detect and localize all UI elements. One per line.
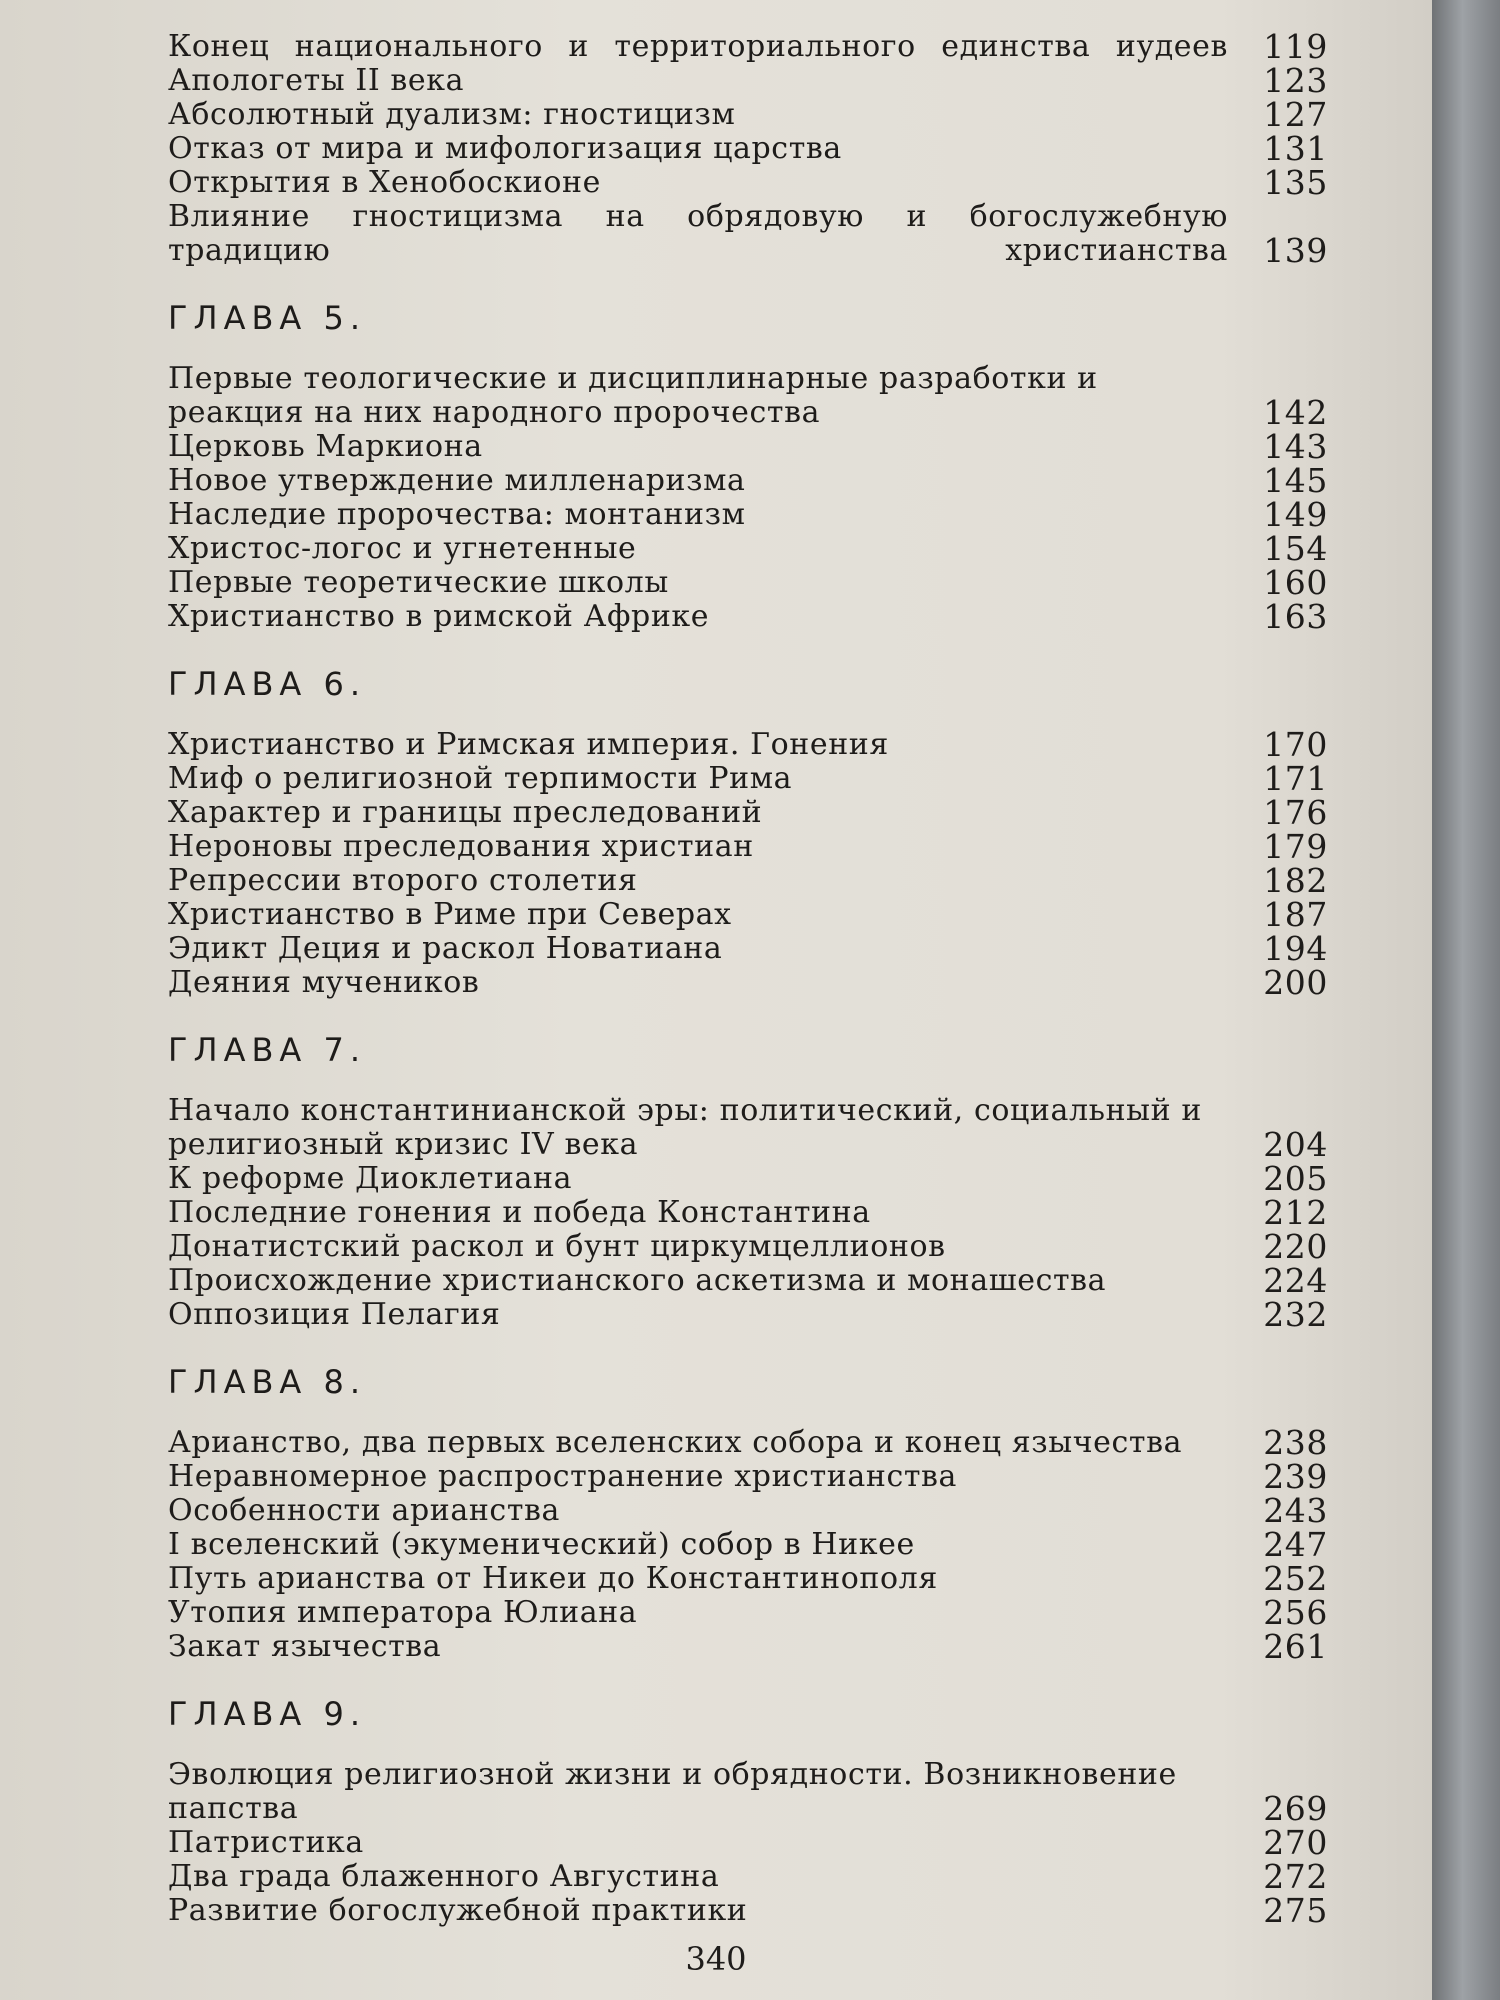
toc-entry-title: Развитие богослужебной практики	[168, 1893, 748, 1928]
toc-entry	[168, 861, 1328, 900]
intro-entries	[168, 27, 1328, 270]
page-number: 340	[685, 1940, 747, 1978]
toc-entry	[168, 827, 1328, 866]
toc-entry-title: Миф о религиозной терпимости Рима	[168, 761, 793, 796]
toc-entry-page: 149	[1263, 495, 1328, 534]
toc-entry-page: 135	[1263, 163, 1328, 202]
chapter-section	[168, 664, 1328, 1000]
toc-entry-page: 176	[1263, 793, 1328, 832]
chapter-heading: ГЛАВА 9.	[168, 1695, 367, 1733]
toc-entry-title: Конец национального и территориального единства иудеев	[168, 29, 1228, 64]
toc-entry-title: Наследие пророчества: монтанизм	[168, 497, 746, 532]
toc-entry-title: Христос-логос и угнетенные	[168, 531, 637, 566]
toc-entry-page: 160	[1263, 563, 1328, 602]
toc-entry	[168, 793, 1328, 832]
toc-entry-page: 170	[1263, 725, 1328, 764]
toc-entry	[168, 1261, 1328, 1300]
toc-entry-page: 145	[1263, 461, 1328, 500]
toc-entry-title: Два града блаженного Августина	[168, 1859, 720, 1894]
toc-entry	[168, 495, 1328, 534]
toc-entry-title: К реформе Диоклетиана	[168, 1161, 573, 1196]
toc-entry	[168, 1559, 1328, 1598]
toc-entry	[168, 1891, 1328, 1930]
toc-entry	[168, 1525, 1328, 1564]
toc-entry-page: 239	[1263, 1457, 1328, 1496]
toc-entry-title: Апологеты II века	[168, 63, 465, 98]
toc-entry	[168, 1593, 1328, 1632]
book-edge	[1432, 0, 1500, 2000]
toc-entry-title: Эдикт Деция и раскол Новатиана	[168, 931, 723, 966]
toc-entry	[168, 563, 1328, 602]
toc-entry-page: 243	[1263, 1491, 1328, 1530]
toc-entry-page: 232	[1263, 1295, 1328, 1334]
toc-entry-title: Открытия в Хенобоскионе	[168, 165, 601, 200]
toc-entry-page: 154	[1263, 529, 1328, 568]
toc-entry-page: 123	[1263, 61, 1328, 100]
toc-entry	[168, 27, 1328, 66]
toc-entry-page: 131	[1263, 129, 1328, 168]
toc-entry-title: Отказ от мира и мифологизация царства	[168, 131, 842, 166]
toc-entry-page: 252	[1263, 1559, 1328, 1598]
chapter-heading: ГЛАВА 7.	[168, 1031, 367, 1069]
toc-entry-page: 224	[1263, 1261, 1328, 1300]
toc-entry-page: 275	[1263, 1891, 1328, 1930]
toc-entry-page: 142	[1263, 393, 1328, 432]
toc-entry	[168, 1457, 1328, 1496]
chapter-section	[168, 1362, 1328, 1664]
toc-entry-title: Донатистский раскол и бунт циркумцеллионов	[168, 1229, 946, 1264]
toc-entry-page: 212	[1263, 1193, 1328, 1232]
toc-entry-page: 187	[1263, 895, 1328, 934]
chapter-heading: ГЛАВА 5.	[168, 299, 367, 337]
toc-entry	[168, 529, 1328, 568]
toc-entry	[168, 1758, 1328, 1826]
toc-entry-page: 270	[1263, 1823, 1328, 1862]
table-of-contents	[168, 27, 1328, 1930]
toc-entry-title: Церковь Маркиона	[168, 429, 483, 464]
toc-entry	[168, 1423, 1328, 1462]
toc-entry	[168, 61, 1328, 100]
toc-entry	[168, 129, 1328, 168]
toc-entry-page: 139	[1263, 231, 1328, 270]
chapter-section	[168, 298, 1328, 634]
toc-entry	[168, 963, 1328, 1002]
toc-entry-page: 143	[1263, 427, 1328, 466]
toc-entry	[168, 1193, 1328, 1232]
toc-entry	[168, 163, 1328, 202]
toc-entry-page: 127	[1263, 95, 1328, 134]
toc-entry	[168, 1295, 1328, 1334]
toc-entry-title: Патристика	[168, 1825, 364, 1860]
chapters-list	[168, 298, 1328, 1928]
toc-entry	[168, 895, 1328, 934]
toc-entry-title: Абсолютный дуализм: гностицизм	[168, 97, 736, 132]
toc-entry-title: Новое утверждение милленаризма	[168, 463, 746, 498]
toc-entry	[168, 362, 1328, 430]
toc-entry-page: 179	[1263, 827, 1328, 866]
toc-entry-title: Неравномерное распространение христианства	[168, 1459, 958, 1494]
toc-entry-page: 220	[1263, 1227, 1328, 1266]
toc-entry-title: Нероновы преследования христиан	[168, 829, 754, 864]
toc-entry-page: 256	[1263, 1593, 1328, 1632]
toc-entry-page: 272	[1263, 1857, 1328, 1896]
toc-entry-title: Христианство и Римская империя. Гонения	[168, 727, 889, 762]
toc-entry-page: 182	[1263, 861, 1328, 900]
toc-entry-title: Христианство в римской Африке	[168, 599, 710, 634]
toc-entry-title: Путь арианства от Никеи до Константинополя	[168, 1561, 938, 1596]
toc-entry-title: Утопия императора Юлиана	[168, 1595, 638, 1630]
toc-entry	[168, 1491, 1328, 1530]
toc-entry	[168, 759, 1328, 798]
toc-entry-title: Арианство, два первых вселенских собора и конец язычества	[168, 1425, 1183, 1460]
toc-entry-title: Деяния мучеников	[168, 965, 480, 1000]
toc-entry-title: Закат язычества	[168, 1629, 442, 1664]
toc-entry-title: I вселенский (экуменический) собор в Никее	[168, 1527, 915, 1562]
toc-entry	[168, 200, 1328, 268]
toc-entry-title: Происхождение христианского аскетизма и монашества	[168, 1263, 1107, 1298]
chapter-heading: ГЛАВА 6.	[168, 665, 367, 703]
toc-entry-title: Первые теологические и дисциплинарные разработки и реакция на них народного пророчества	[168, 361, 1098, 430]
chapter-section	[168, 1030, 1328, 1332]
toc-entry-title: Характер и границы преследований	[168, 795, 763, 830]
toc-entry	[168, 725, 1328, 764]
toc-entry	[168, 1227, 1328, 1266]
toc-entry-page: 200	[1263, 963, 1328, 1002]
toc-entry-page: 204	[1263, 1125, 1328, 1164]
toc-entry-title: Христианство в Риме при Северах	[168, 897, 732, 932]
toc-entry-title: Оппозиция Пелагия	[168, 1297, 501, 1332]
toc-entry	[168, 461, 1328, 500]
toc-entry	[168, 1823, 1328, 1862]
toc-entry-title: Начало константинианской эры: политический, социальный и религиозный кризис IV века	[168, 1093, 1202, 1162]
toc-entry-page: 119	[1263, 27, 1328, 66]
toc-entry	[168, 427, 1328, 466]
toc-entry-page: 269	[1263, 1789, 1328, 1828]
chapter-heading: ГЛАВА 8.	[168, 1363, 367, 1401]
toc-entry	[168, 95, 1328, 134]
toc-entry-page: 238	[1263, 1423, 1328, 1462]
toc-entry-page: 205	[1263, 1159, 1328, 1198]
toc-entry	[168, 929, 1328, 968]
toc-entry-page: 247	[1263, 1525, 1328, 1564]
toc-entry-title: Первые теоретические школы	[168, 565, 669, 600]
toc-entry-page: 261	[1263, 1627, 1328, 1666]
toc-entry-page: 171	[1263, 759, 1328, 798]
toc-entry	[168, 1627, 1328, 1666]
toc-entry-title: Последние гонения и победа Константина	[168, 1195, 871, 1230]
toc-entry-title: Репрессии второго столетия	[168, 863, 638, 898]
toc-entry-page: 194	[1263, 929, 1328, 968]
toc-entry	[168, 597, 1328, 636]
toc-entry-page: 163	[1263, 597, 1328, 636]
toc-entry	[168, 1094, 1328, 1162]
chapter-section	[168, 1694, 1328, 1928]
toc-entry-title: Влияние гностицизма на обрядовую и богослужебную традицию христианства	[168, 199, 1228, 268]
toc-entry-title: Особенности арианства	[168, 1493, 560, 1528]
toc-entry	[168, 1159, 1328, 1198]
toc-entry	[168, 1857, 1328, 1896]
toc-entry-title: Эволюция религиозной жизни и обрядности. Возникновение папства	[168, 1757, 1177, 1826]
